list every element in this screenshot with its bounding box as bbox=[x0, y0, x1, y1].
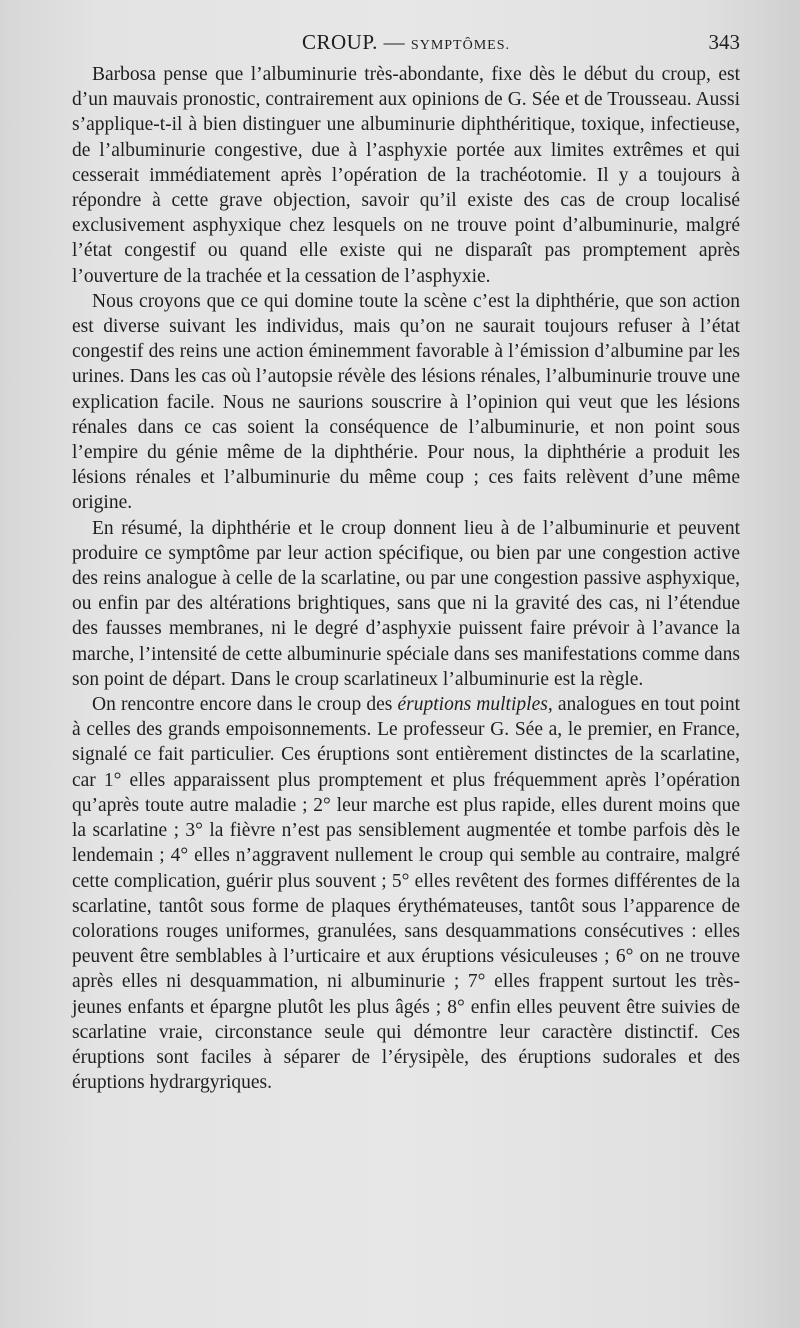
paragraph-eruptions-intro: On rencontre encore dans le croup des bbox=[92, 694, 398, 716]
eruptions-multiples-term: éruptions multiples bbox=[397, 694, 548, 716]
paragraph-eruptions-body: , analogues en tout point à celles des grands empoisonnements. Le professeur G. Sée a, le premier, en France, signalé ce fait particulier. Ces éruptions sont entièrement distinctes de la scarlatine, car 1° elles apparaissent plus promptement et plus fréquemment après l’opération qu’après toute autre maladie ; 2° leur marche est plus rapide, elles durent moins que la scarlatine ; 3° la fièvre n’est pas sensiblement augmentée et tombe parfois dès le lendemain ; 4° elles n’aggravent nullement le croup qui semble au contraire, malgré cette complication, guérir plus souvent ; 5° elles revêtent des formes différentes de la scarlatine, tantôt sous forme de plaques érythémateuses, tantôt sous l’apparence de colorations rouges uniformes, granulées, sans desquammations consécutives : elles peuvent être semblables à l’urticaire et aux éruptions vésiculeuses ; 6° on ne trouve après elles ni desquammation, ni albuminurie ; 7° elles frappent surtout les très-jeunes enfants et épargne plutôt les plus âgés ; 8° enfin elles peuvent être suivies de scarlatine vraie, circonstance seule qui démontre leur caractère distinctif. Ces éruptions sont faciles à séparer de l’érysipèle, des éruptions sudorales et des éruptions hydrargyriques. bbox=[72, 694, 740, 1094]
paragraph-albuminurie-barbosa: Barbosa pense que l’albuminurie très-abondante, fixe dès le début du croup, est d’un mauvais pronostic, contrairement aux opinions de G. Sée et de Trousseau. Aussi s’applique-t-il à bien distinguer une albuminurie diphthéritique, toxique, infectieuse, de l’albuminurie congestive, due à l’asphyxie portée aux limites extrêmes et qui cesserait immédiatement après l’opération de la trachéotomie. Il y a toujours à répondre à cette grave objection, savoir qu’il existe des cas de croup localisé exclusivement asphyxique chez lesquels on ne trouve point d’albuminurie, malgré l’état congestif ou quand elle existe qui ne disparaît pas promptement après l’ouverture de la trachée et la cessation de l’asphyxie. bbox=[72, 64, 740, 287]
running-head bbox=[72, 30, 740, 60]
paragraph-eruptions-multiples bbox=[72, 692, 740, 1095]
running-head-section: SYMPTÔMES. bbox=[410, 38, 511, 53]
body-text bbox=[72, 62, 740, 1095]
paragraph-diphtherie-domine: Nous croyons que ce qui domine toute la scène c’est la diphthérie, que son action est diverse suivant les individus, mais qu’on ne saurait toujours refuser à l’état congestif des reins une action éminemment favorable à l’émission d’albumine par les urines. Dans les cas où l’autopsie révèle des lésions rénales, l’albuminurie trouve une explication facile. Nous ne saurions souscrire à l’opinion qui veut que les lésions rénales dans ce cas soient la conséquence de l’albuminurie, et non point sous l’empire du génie même de la diphthérie. Pour nous, la diphthérie a produit les lésions rénales et l’albuminurie du même coup ; ces faits relèvent d’une même origine. bbox=[72, 290, 740, 514]
running-head-title bbox=[72, 30, 740, 55]
page-number: 343 bbox=[708, 30, 740, 54]
running-head-main: CROUP. — bbox=[301, 30, 411, 54]
paragraph-en-resume: En résumé, la diphthérie et le croup donnent lieu à de l’albuminurie et peuvent produire ce symptôme par leur action spécifique, ou bien par une congestion active des reins analogue à celle de la scarlatine, ou par une congestion passive asphyxique, ou enfin par des altérations brightiques, sans que ni la gravité des cas, ni l’étendue des fausses membranes, ni le degré d’asphyxie puissent faire prévoir à l’avance la marche, l’intensité de cette albuminurie spéciale dans ses manifestations comme dans son point de départ. Dans le croup scarlatineux l’albuminurie est la règle. bbox=[72, 517, 740, 690]
